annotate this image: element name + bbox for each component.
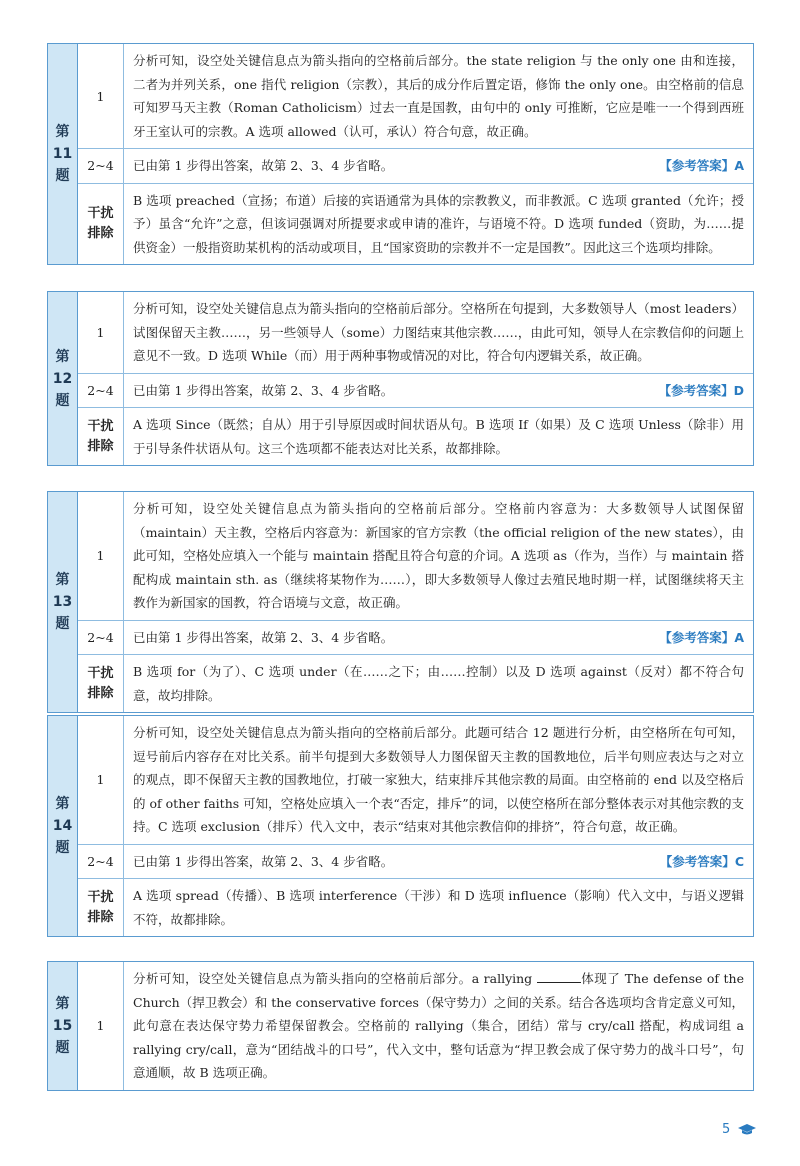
question-label-14 [48, 716, 78, 936]
step1-analysis: 分析可知，设空处关键信息点为箭头指向的空格前后部分。空格所在句提到，大多数领导人（most leaders）试图保留天主教……，另一些领导人（some）力图结束其他宗教……，由此可知，领导人在宗教信仰的问题上意见不一致。D 选项 While（而）用于两种事物或情况的对比，符合句内逻辑关系，故正确。 [124, 292, 753, 374]
question-number: 11 [52, 146, 73, 162]
distractor-label-line: 排除 [87, 438, 114, 454]
step2-row [124, 374, 753, 409]
question-label-char: 题 [55, 1039, 70, 1056]
step-label: 1 [78, 292, 124, 374]
question-block-14 [47, 715, 754, 937]
step1-analysis [124, 962, 753, 1090]
reference-answer [659, 626, 744, 650]
distractor-analysis: A 选项 Since（既然；自从）用于引导原因或时间状语从句。B 选项 If（如果）及 C 选项 Unless（除非）用于引导条件状语从句。这三个选项都不能表达对比关系，故都排除。 [133, 417, 744, 456]
question-block-15 [47, 961, 754, 1091]
answer-letter: A [734, 629, 744, 645]
question-label-char: 第 [55, 796, 70, 812]
reference-answer [659, 154, 744, 178]
question-number: 13 [52, 594, 73, 610]
answer-letter: A [734, 158, 744, 173]
answer-letter: D [733, 382, 744, 398]
graduation-cap-icon [738, 1124, 756, 1136]
step-label: 1 [78, 962, 124, 1090]
distractor-label-line: 干扰 [87, 418, 114, 434]
page-number: 5 [722, 1122, 731, 1137]
reference-answer-label: 【参考答案】 [659, 158, 735, 173]
reference-answer [660, 850, 744, 874]
distractor-analysis: B 选项 preached（宣扬；布道）后接的宾语通常为具体的宗教教义，而非教派。C 选项 granted（允许；授予）虽含“允许”之意，但该词强调对所提要求或申请的准许，与语境不符。D 选项 funded（资助，为……提供资金）一般指资助某机构的活动或项目，且“国家资助的宗教并不一定是国教”。因此这三个选项均排除。 [133, 192, 744, 255]
step2-row [124, 621, 753, 656]
question-block-13 [47, 491, 754, 713]
question-label-char: 题 [55, 616, 70, 632]
distractor-label [78, 184, 124, 265]
distractor-label-line: 干扰 [87, 205, 114, 221]
distractor-label-line: 排除 [87, 909, 114, 925]
reference-answer-label: 【参考答案】 [658, 382, 734, 398]
step2-row [124, 149, 753, 184]
step2-text: 已由第 1 步得出答案，故第 2、3、4 步省略。 [133, 382, 394, 398]
step2-row [124, 845, 753, 880]
question-label-char: 第 [55, 572, 70, 588]
step-label: 1 [78, 44, 124, 149]
distractor-label-line: 干扰 [87, 665, 114, 681]
step1-text-before-blank: 分析可知，设空处关键信息点为箭头指向的空格前后部分。a rallying [133, 971, 537, 986]
reference-answer [659, 379, 744, 403]
step2-text: 已由第 1 步得出答案，故第 2、3、4 步省略。 [133, 158, 394, 173]
step1-analysis: 分析可知，设空处关键信息点为箭头指向的空格前后部分。the state religion 与 the only one 由和连接，二者为并列关系，one 指代 religion（宗教），其后的成分作后置定语，修饰 the only one。由空格前的信息可知罗马天主教（Roman Catholicism）过去一直是国教，由句中的 only 可推断，它应是唯一一个得到西班牙王室认可的宗教。A 选项 allowed（认可，承认）符合句意，故正确。 [124, 44, 753, 149]
question-label-char: 第 [55, 124, 70, 140]
step1-text-after-blank: 体现了 The defense of the Church（捍卫教会）和 the conservative forces（保守势力）之间的关系。结合各选项均含肯定意义可知，此句意在表达保守势力希望保留教会。空格前的 rallying（集合，团结）常与 cry/call 搭配，构成词组 a rallying cry/call，意为“团结战斗的口号”，代入文中，整句话意为“捍卫教会成了保守势力的战斗口号”，句意通顺，故 B 选项正确。 [133, 971, 745, 1080]
question-label-char: 题 [55, 168, 70, 184]
question-label-12 [48, 292, 78, 465]
distractor-analysis: B 选项 for（为了）、C 选项 under（在……之下；由……控制）以及 D 选项 against（反对）都不符合句意，故均排除。 [133, 664, 744, 703]
distractor-label-line: 排除 [87, 685, 114, 701]
distractor-label [78, 879, 124, 936]
question-label-11 [48, 44, 78, 264]
reference-answer-label: 【参考答案】 [659, 629, 735, 645]
distractor-label-line: 排除 [87, 225, 114, 241]
step2-text: 已由第 1 步得出答案，故第 2、3、4 步省略。 [133, 629, 394, 645]
reference-answer-label: 【参考答案】 [659, 853, 735, 869]
question-label-char: 第 [55, 995, 70, 1012]
distractor-analysis: A 选项 spread（传播）、B 选项 interference（干涉）和 D 选项 influence（影响）代入文中，与语义逻辑不符，故都排除。 [133, 888, 744, 927]
step-label: 2~4 [78, 374, 124, 409]
distractor-label-line: 干扰 [87, 889, 114, 905]
question-label-char: 题 [55, 840, 70, 856]
question-block-11 [47, 43, 754, 265]
question-label-15 [48, 962, 78, 1090]
question-number: 15 [52, 1017, 73, 1034]
question-label-13 [48, 492, 78, 712]
question-number: 14 [52, 818, 73, 834]
step-label: 1 [78, 492, 124, 621]
step1-analysis: 分析可知，设空处关键信息点为箭头指向的空格前后部分。此题可结合 12 题进行分析，由空格所在句可知，逗号前后内容存在对比关系。前半句提到大多数领导人力图保留天主教的国教地位，后半句则应表达与之对立的观点，即不保留天主教的国教地位，打破一家独大，结束排斥其他宗教的局面。由空格前的 end 以及空格后的 of other faiths 可知，空格处应填入一个表“否定，排斥”的词，以使空格所在部分整体表示对其他宗教的支持。C 选项 exclusion（排斥）代入文中，表示“结束对其他宗教信仰的排挤”，符合句意，故正确。 [124, 716, 753, 845]
question-number: 12 [52, 370, 73, 387]
answer-blank [537, 970, 581, 983]
step-label: 2~4 [78, 621, 124, 656]
step-label: 1 [78, 716, 124, 845]
question-label-char: 题 [55, 392, 70, 409]
distractor-label [78, 408, 124, 465]
answer-letter: C [734, 853, 744, 869]
distractor-label [78, 655, 124, 712]
step-label: 2~4 [78, 845, 124, 880]
question-block-12 [47, 291, 754, 466]
step1-analysis: 分析可知，设空处关键信息点为箭头指向的空格前后部分。空格前内容意为：大多数领导人试图保留（maintain）天主教，空格后内容意为：新国家的官方宗教（the official religion of the new states），由此可知，空格处应填入一个能与 maintain 搭配且符合句意的介词。A 选项 as（作为，当作）与 maintain 搭配构成 maintain sth. as（继续将某物作为……），即大多数领导人像过去殖民地时期一样，试图继续将天主教作为新国家的国教，符合语境与文意，故正确。 [124, 492, 753, 621]
step-label: 2~4 [78, 149, 124, 184]
step2-text: 已由第 1 步得出答案，故第 2、3、4 步省略。 [133, 853, 394, 869]
question-label-char: 第 [55, 348, 70, 365]
